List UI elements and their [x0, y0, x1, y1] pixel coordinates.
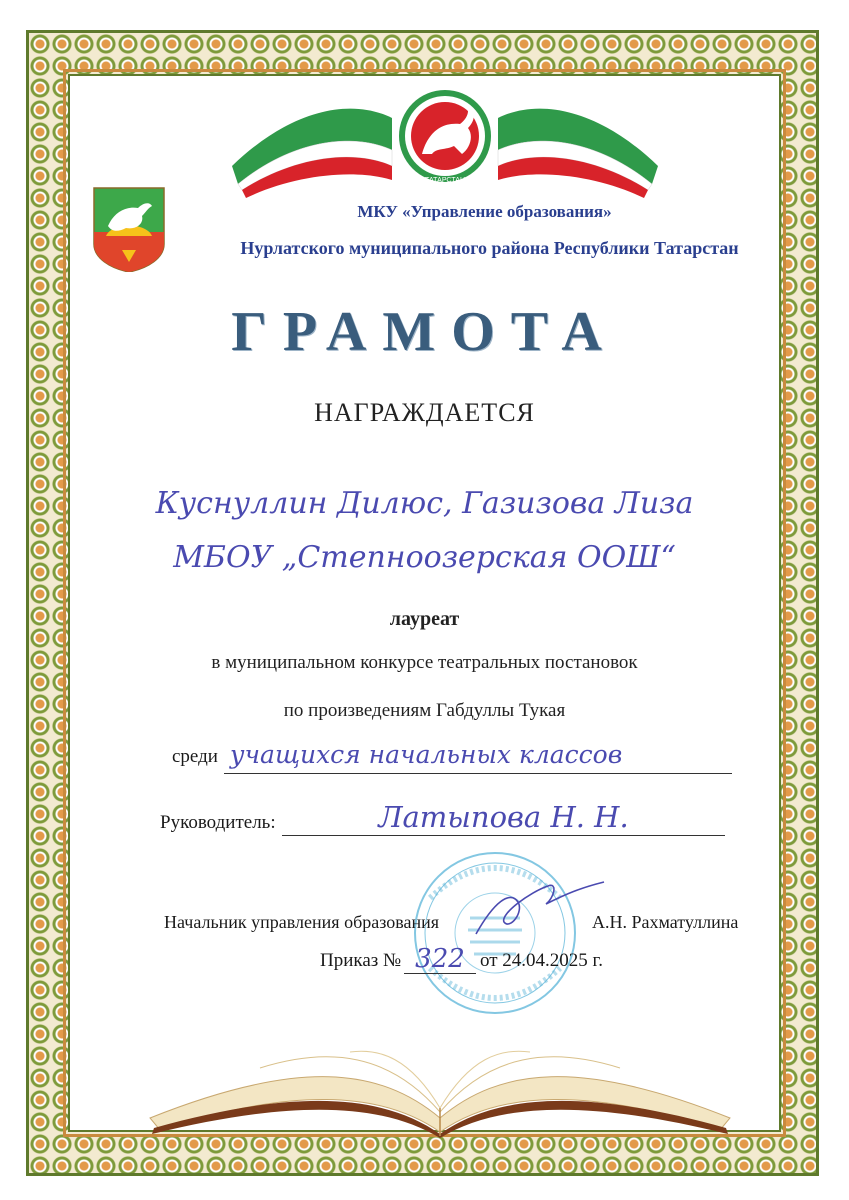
head-title: Начальник управления образования — [164, 912, 440, 932]
open-book-icon — [140, 1048, 740, 1138]
among-value-handwritten: учащихся начальных классов — [224, 740, 732, 774]
contest-description: в муниципальном конкурсе театральных постановок — [211, 652, 638, 673]
supervisor-value-handwritten: Латыпова Н. Н. — [282, 800, 725, 836]
svg-text:ТАТАРСТАН: ТАТАРСТАН — [424, 177, 466, 184]
head-name: А.Н. Рахматуллина — [592, 912, 739, 932]
organization-name: МКУ «Управление образования» — [357, 202, 612, 221]
certificate-title: ГРАМОТА — [231, 301, 618, 363]
nurlat-coat-of-arms-icon — [92, 186, 166, 272]
award-type: лауреат — [389, 608, 460, 630]
tatarstan-emblem-icon — [232, 88, 658, 198]
order-number-handwritten: 322 — [404, 944, 476, 974]
supervisor-row — [160, 800, 725, 840]
works-description: по произведениям Габдуллы Тукая — [283, 700, 566, 721]
signature-icon — [470, 872, 610, 942]
supervisor-label: Руководитель: — [160, 812, 276, 833]
among-label: среди — [172, 746, 218, 767]
order-row — [320, 944, 620, 978]
awarded-heading: НАГРАЖДАЕТСЯ — [314, 398, 535, 427]
school-handwritten: МБОУ „Степноозерская ООШ“ — [173, 540, 676, 575]
among-row — [172, 740, 732, 780]
order-date: от 24.04.2025 г. — [480, 950, 603, 971]
district-name: Нурлатского муниципального района Республики Татарстан — [240, 238, 739, 258]
recipients-handwritten: Куснуллин Дилюс, Газизова Лиза — [155, 486, 694, 521]
order-label: Приказ № — [320, 950, 402, 971]
